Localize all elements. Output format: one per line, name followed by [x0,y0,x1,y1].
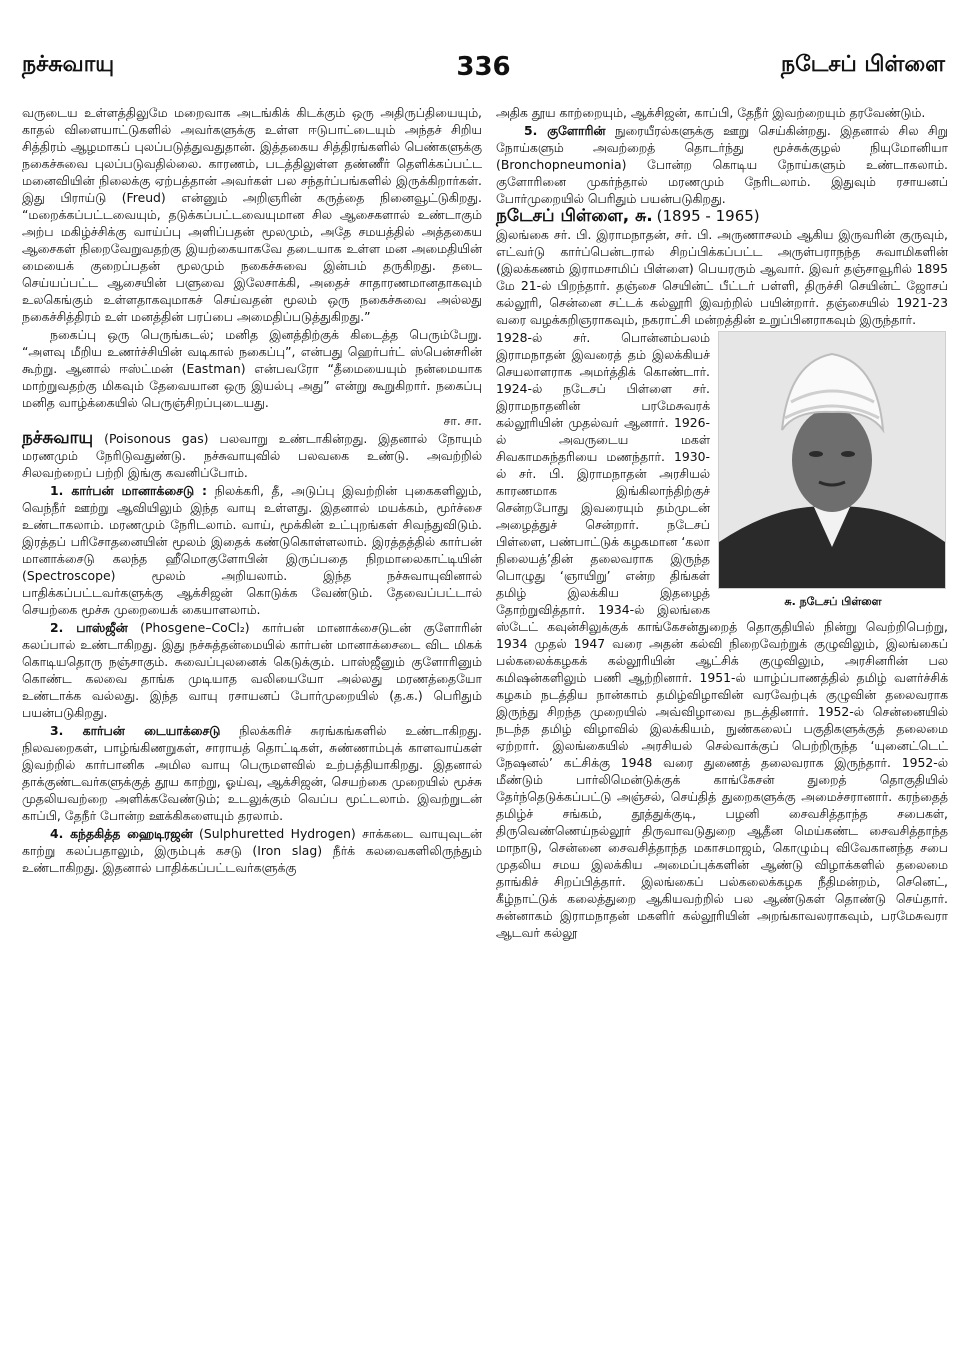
entry-headword-english: (Poisonous gas) [104,431,209,446]
portrait-figure [718,331,948,610]
right-column [496,104,948,942]
portrait-illustration [719,332,945,588]
header-left-title: நச்சுவாயு [22,52,115,77]
list-item [22,619,482,721]
entry-headword: நச்சுவாயு [22,428,94,448]
item-text: நிலக்கரி, தீ, அடுப்பு இவற்றின் புகைகளிலும், வெந்நீர் ஊற்று ஆவியிலும் இந்த வாயு உள்ளது. இதனால் மயக்கம், மூர்ச்சை உண்டாகலாம். மரணமும் நேரிடலாம். வாய், மூக்கின் உட்புறங்கள் சிவந்துவிடும். இரத்தப் பரிசோதனையின் மூலம் இதைக் கண்டுகொள்ளலாம். இரத்தத்தில் கார்பன் மானாக்சைடு கலந்த ஹீமொகுளோபின் இருப்பதை நிறமாலைகாட்டியின் (Spectroscope) மூலம் அறியலாம். இந்த நச்சுவாயுவினால் பாதிக்கப்பட்டவர்களுக்கு ஆக்சிஜன் கொடுக்க வேண்டும். தேவைப்பட்டால் செயற்கை மூச்சு முறையைக் கையாளலாம். [22,483,482,617]
paragraph: 1928-ல் சர். பொன்னம்பலம் இராமநாதன் இவரைத் தம் இலக்கியச் செயலாளராக அமர்த்திக் கொண்டார். 1924-ல் நடேசப் பிள்ளை சர். இராமநாதனின் பரமேசுவரக் கல்லூரியின் முதல்வர் ஆனார். 1926-ல் அவருடைய மகள் சிவகாமசுந்தரியை மணந்தார். 1930-ல் சர். பி. இராமநாதன் அரசியல் காரணமாக இங்கிலாந்திற்குச் சென்றபோது இவரையும் தம்முடன் அழைத்துச் சென்றார். நடேசப் பிள்ளை, பண்பாட்டுக் கழகமான ‘கலா நிலையத்’தின் தலைவராக இருந்த பொழுது ‘ஞாயிறு’ என்ற திங்கள் தமிழ் இலக்கிய இதழைத் தோற்றுவித்தார். 1934-ல் இலங்கை ஸ்டேட் கவுன்சிலுக்குக் காங்கேசன்துறைத் தொகுதியில் நின்று வெற்றிபெற்று, 1934 முதல் 1947 வரை அதன் கல்வி நிறைவேற்றுக் குழுவிலும், இலங்கைப் பல்கலைக்கழகக் கல்லூரியின் ஆட்சிக் குழுவிலும், அரசினரின் பல கமிஷன்களிலும் பணி ஆற்றினார். 1951-ல் யாழ்ப்பாணத்தில் தமிழ் வளர்ச்சிக் கழகம் நடத்திய நான்காம் தமிழ்விழாவின் வரவேற்புக் குழுவின் தலைவராக இருந்து சிறந்த முறையில் அவ்விழாவை நடத்தினார். 1952-ல் சென்னையில் நடந்த தமிழ் விழாவில் இலக்கியம், நுண்கலைப் பகுதிகளுக்குத் தலைமை ஏற்றார். இலங்கையில் அரசியல் செல்வாக்குப் பெற்றிருந்த ‘யுனைட்டெட் நேஷனல்’ கட்சிக்கு 1948 வரை துணைத் தலைவராக இருந்தார். 1952-ல் மீண்டும் பார்லிமென்டுக்குக் காங்கேசன் துறைத் தொகுதியில் தேர்ந்தெடுக்கப்பட்டு அஞ்சல், செய்தித் துறைகளுக்கு அமைச்சரானார். கரந்தைத் தமிழ்ச் சங்கம், தூத்துக்குடி, பழனி சைவசித்தாந்த சபைகள், திருவெண்ணெய்நல்லூர் திருவாவடுதுறை ஆதீன மெய்கண்ட சைவசித்தாந்த மாநாடு, சென்னை சைவசித்தாந்த மகாசமாஜம், கொழும்பு விவேகானந்த சபை முதலிய சமய இலக்கிய அமைப்புக்களின் ஆண்டு விழாக்களில் தலைமை தாங்கிச் சிறப்பித்தார். இலங்கைப் பல்கலைக்கழக நீதிமன்றம், செனெட், கீழ்நாட்டுக் கலைத்துறை ஆகியவற்றில் பல ஆண்டுகள் தொண்டு செய்தார். சுன்னாகம் இராமநாதன் மகளிர் கல்லூரியின் அறங்காவலராகவும், பரமேசுவரா ஆடவர் கல்லூ [496,330,948,940]
entry-poisonous-gas [22,430,482,481]
entry-dates: (1895 - 1965) [656,207,760,225]
item-heading: 3. கார்பன் டையாக்சைடு [50,723,221,738]
paragraph: நகைப்பு ஒரு பெருங்கடல்; மனித இனத்திற்குக் கிடைத்த பெரும்பேறு. “அளவு மீறிய உணர்ச்சியின் வடிகால் நகைப்பு”, என்பது ஹெர்பர்ட் ஸ்பென்சரின் கூற்று. ஆனால் ஈஸ்ட்மன் (Eastman) என்பவரோ “தீமையையும் நன்மையாக மாற்றுவதற்கு மிகவும் தேவையான ஒரு இயல்பு அது” என்று கூறுகிறார். நகைப்பு மனித வாழ்க்கையில் பெருஞ்சிறப்புடையது. [22,327,482,410]
item-heading: 1. கார்பன் மானாக்சைடு : [50,483,207,498]
list-item [496,122,948,207]
entry-headword: நடேசப் பிள்ளை, சு. [496,206,653,226]
item-text: (Sulphuretted Hydrogen) சாக்கடை வாயுவுடன் காற்று கலப்பதாலும், இரும்புக் கசடு (Iron slag) நீர்க் கலவைகளிலிருந்தும் உண்டாகிறது. இதனால் பாதிக்கப்பட்டவர்களுக்கு [22,826,483,875]
paragraph: இலங்கை சர். பி. இராமநாதன், சர். பி. அருணாசலம் ஆகிய இருவரின் குருவும், எட்வர்டு கார்ப்பென்டரால் சிறப்பிக்கப்பட்ட அருள்பராநந்த சுவாமிகளின் (இலக்கணம் இராமசாமிப் பிள்ளை) பெயரரும் ஆவார். இவர் தஞ்சாவூரில் 1895 மே 21-ல் பிறந்தார். தஞ்சை செயின்ட் பீட்டர் பள்ளி, திருச்சி செயின்ட் ஜோசப் கல்லூரி, சென்னை சட்டக் கல்லூரி இவற்றில் பயின்றார். தஞ்சையில் 1921-23 வரை வழக்கறிஞராகவும், நகராட்சி மன்றத்தின் உறுப்பினராகவும் இருந்தார். [496,227,948,327]
page-header [22,52,945,92]
item-text: நிலக்கரிச் சுரங்கங்களில் உண்டாகிறது. நிலவறைகள், பாழ்ங்கிணறுகள், சாராயத் தொட்டிகள், சுண்ணாம்புக் காளவாய்கள் இவற்றில் கார்பானிக அமில வாயு பெருமளவில் உற்பத்தியாகிறது. இதனால் தாக்குண்டவர்களுக்குத் தூய காற்று, ஓய்வு, ஆக்சிஜன், செயற்கை முறையில் மூச்சு முதலியவற்றை அளிக்கவேண்டும்; உடலுக்கும் வெப்ப மூட்டலாம். இவற்றுடன் காப்பி, தேநீர் போன்ற ஊக்கிகளையும் தரலாம். [22,723,482,823]
author-signature: சா. சா. [443,413,482,428]
portrait-photo [718,331,946,589]
entry-intro: பலவாறு உண்டாகின்றது. இதனால் நோயும் மரணமும் நேரிடுவதுண்டு. நச்சுவாயுவில் பலவகை உண்டு. அவற்றில் சிலவற்றைப் பற்றி இங்கு கவனிப்போம். [22,431,482,480]
item-heading: 5. குளோரின் [524,123,606,138]
portrait-caption: சு. நடேசப் பிள்ளை [784,595,882,608]
item-heading: 2. பாஸ்ஜீன் [50,620,128,635]
page-number: 336 [456,52,511,82]
item-text: (Phosgene–CoCl₂) கார்பன் மானாக்சைடுடன் குளோரின் கலப்பால் உண்டாகிறது. இது நச்சுத்தன்மையில் கார்பன் மானாக்சைடை விட மிகக் கொடியதொரு நஞ்சாகும். சுவைப்புலனைக் கெடுக்கும். பாஸ்ஜீனும் குளோரினும் கொண்ட கலவை தாங்க முடியாத வலியையோ அல்லது மரணத்தையோ உண்டாக்க வல்லது. இந்த வாயு ரசாயனப் போர்முறையில் (த.க.) பெரிதும் பயன்படுகிறது. [22,620,482,720]
list-item [22,722,482,824]
item-heading: 4. கந்தகித்த ஹைடிரஜன் [50,826,193,841]
paragraph: அதிக தூய காற்றையும், ஆக்சிஜன், காப்பி, தேநீர் இவற்றையும் தரவேண்டும். [496,105,926,120]
item-text: நுரையீரல்களுக்கு ஊறு செய்கின்றது. இதனால் சில சிறு நோய்களும் அவற்றைத் தொடர்ந்து மூச்சுக்குழல் நியுமோனியா (Bronchopneumonia) போன்ற கொடிய நோய்களும் உண்டாகலாம். குளோரினை முகர்ந்தால் மரணமும் நேரிடலாம். இதுவும் ரசாயனப் போர்முறையில் பெரிதும் பயன்படுகிறது. [496,123,948,206]
paragraph: வருடைய உள்ளத்திலுமே மறைவாக அடங்கிக் கிடக்கும் ஒரு அதிருப்தியையும், காதல் விளையாட்டுகளில் அவர்களுக்கு உள்ள ஈடுபாட்டையும் அந்தச் சிறிய சித்திரம் ஆழமாகப் புலப்படுத்துவதுதான். இத்தகைய சித்திரங்களில் பெண்களுக்கு நகைச்சுவை புலப்படுவதில்லை. காரணம், படத்திலுள்ள தண்ணீர் தெளிக்கப்பட்ட மனைவியின் நிலைக்கு ஏற்பத்தான் அவர்கள் பல சந்தர்ப்பங்களில் இருக்கிறார்கள். இது பிராய்டு (Freud) என்னும் அறிஞரின் கருத்தை நினைவூட்டுகிறது. “மறைக்கப்பட்டவையும், தடுக்கப்பட்டவையுமான சில ஆசைகளால் உண்டாகும் அற்ப மகிழ்ச்சிக்கு வாய்ப்பு அளிப்பதன் மூலமும், அதே சமயத்தில் அத்தகைய ஆசைகள் நிறைவேறுவதற்கு இயற்கையாகவே தடையாக உள்ள மன அமைதியின் மையைக் குறைப்பதன் மூலமும் நகைச்சுவை இன்பம் தருகிறது. தடை செய்யப்பட்ட ஆசையின் பளுவை இலேசாக்கி, அதைச் சாதாரணமானதாகவும் உலகெங்கும் உள்ளதாகவுமாகச் செய்வதன் மூலம் ஒரு நகைச்சுவை அல்லது நகைச்சித்திரம் உள் மனத்தின் பரப்பை அமைதிப்படுத்துகிறது.” [22,105,482,324]
list-item [22,482,482,618]
left-column [22,104,482,877]
entry-natesa-pillai [496,208,948,225]
header-right-title: நடேசப் பிள்ளை [780,52,945,77]
list-item [22,825,482,876]
